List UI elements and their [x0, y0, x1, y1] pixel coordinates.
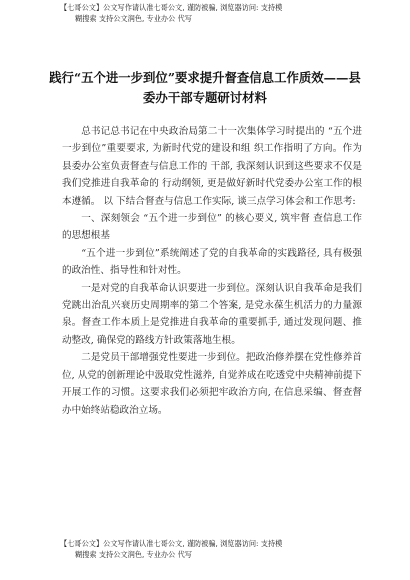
document-body — [62, 123, 362, 419]
banner-line-1: 【七哥公文】公文写作请认准七哥公文, 谨防被骗, 浏览器访问: 支持模 — [60, 3, 283, 12]
document-title-line-1: 践行“五个进一步到位”要求提升督查信息工作质效——县 — [49, 70, 361, 85]
paragraph: 总书记总书记在中央政治局第二十一次集体学习时提出的 “五个进一步到位”重要要求, 为新时代党的建设和组 织工作指明了方向。作为县委办公室负责督查与信息工作的 干部, 我深刻认识到这些要求不仅是我们党推进自我革命的 行动纲领, 更是做好新时代党委办公室工作的根本遵循。 以 下结合督查与信息工作实际, 谈三点学习体会和工作思考: — [62, 126, 362, 207]
section-heading: 一、深刻领会 “五个进一步到位” 的核心要义, 筑牢督 查信息工作的思想根基 — [62, 213, 362, 242]
banner-line-1: 【七哥公文】公文写作请认准七哥公文, 谨防被骗, 浏览器访问: 支持模 — [60, 539, 283, 548]
top-banner — [0, 2, 410, 24]
banner-line-2: 糊搜索 支持公文润色, 专业办公 代写 — [75, 550, 192, 559]
document-title-line-2: 委办干部专题研讨材料 — [143, 90, 267, 105]
paragraph: 一是对党的自我革命认识要进一步到位。深刻认识自我革命是我们党跳出治乱兴衰历史周期率的第二个答案, 是党永葆生机活力的力量源泉。督查工作本质上是党推进自我革命的重要抓手, 通过发现问题、推动整改, 确保党的路线方针政策落地生根。 — [62, 282, 362, 346]
paragraph: 二是党员干部增强党性要进一步到位。把政治修养摆在党性修养首位, 从党的创新理论中汲取党性滋养, 自觉养成在吃透党中央精神前提下开展工作的习惯。这要求我们必须把牢政治方向, 在信息采编、督查督办中始终站稳政治立场。 — [62, 352, 363, 416]
banner-line-2: 糊搜索 支持公文润色, 专业办公 代写 — [75, 14, 192, 23]
bottom-banner — [0, 538, 410, 560]
paragraph: “五个进一步到位”系统阐述了党的自我革命的实践路径, 具有极强的政治性、指导性和针对性。 — [62, 247, 362, 277]
